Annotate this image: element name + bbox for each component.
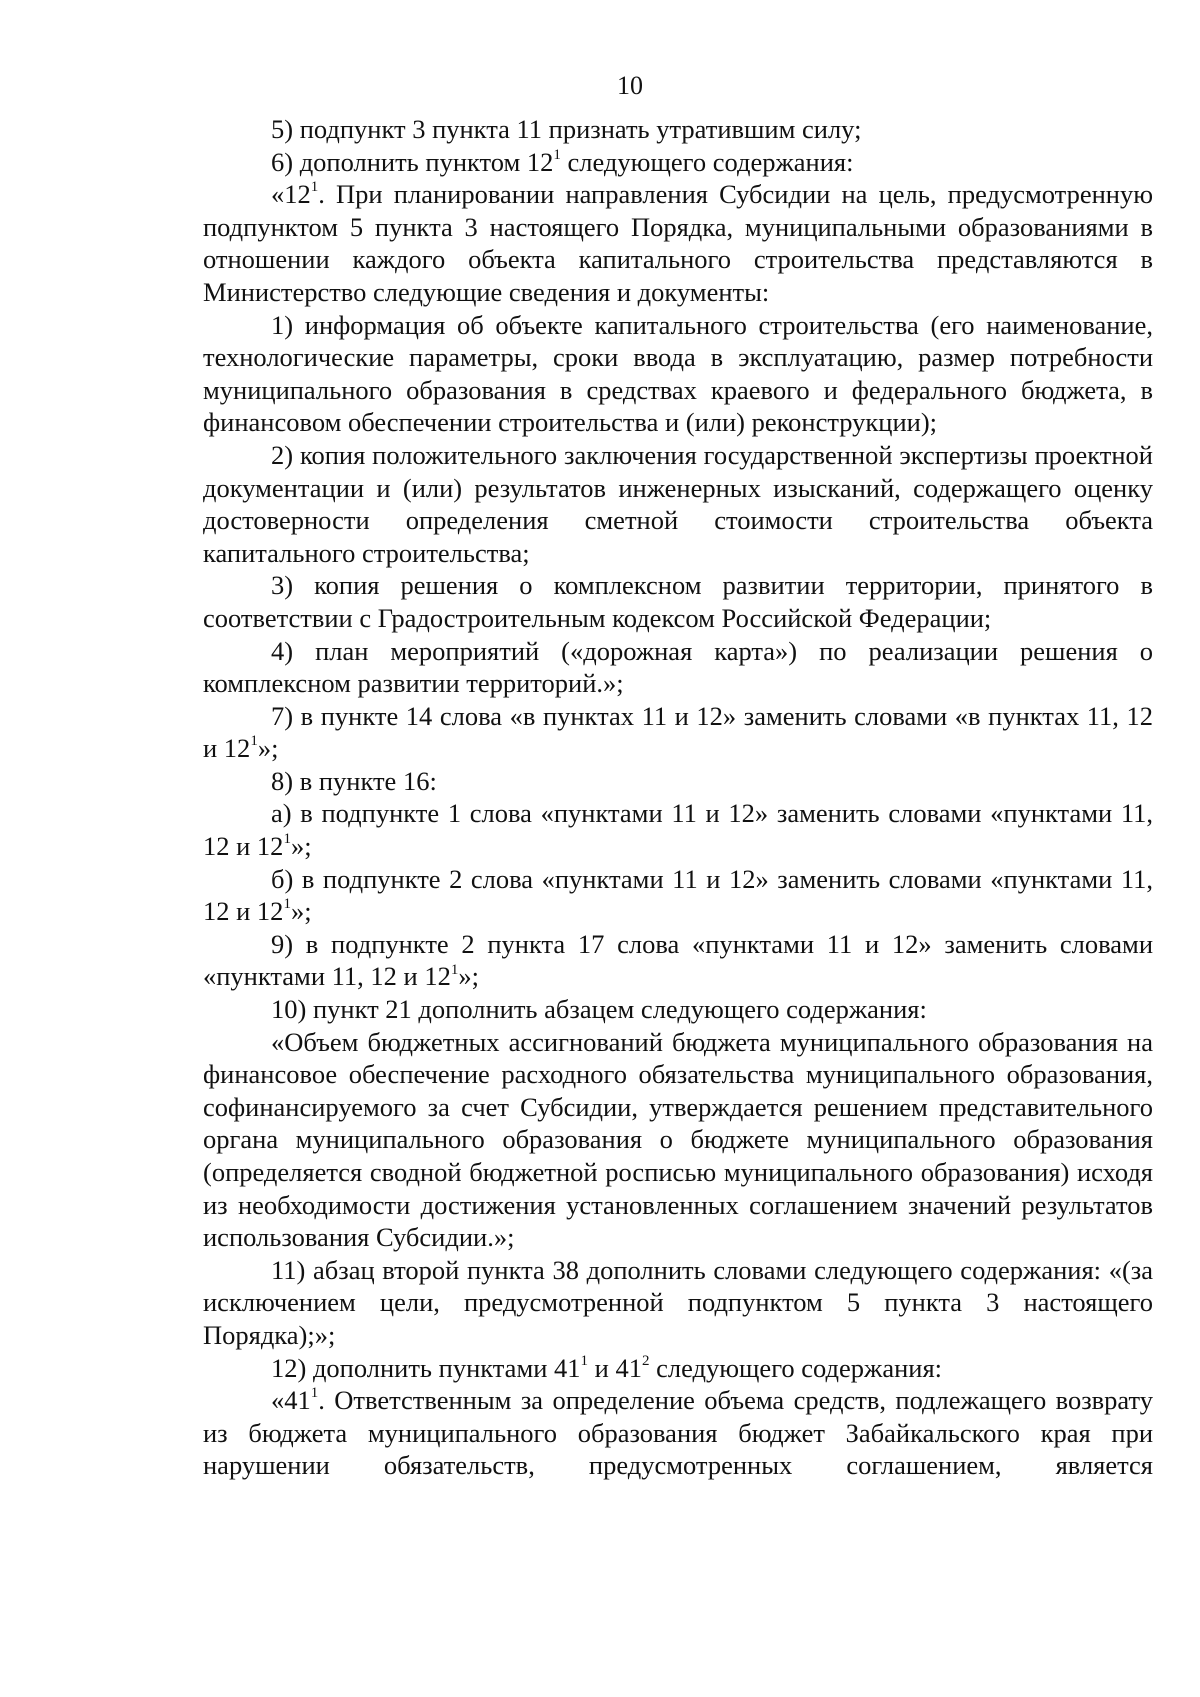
superscript: 2 [641, 1352, 650, 1369]
paragraph-text: и 41 [588, 1352, 642, 1383]
paragraph-text: «12 [271, 179, 311, 210]
paragraph [203, 700, 1153, 765]
paragraph-text: 4) план мероприятий («дорожная карта») по реализации решения о комплексном развитии территорий.»; [203, 635, 1153, 699]
paragraph-text: 10) пункт 21 дополнить абзацем следующего содержания: [271, 994, 927, 1025]
paragraph-text: »; [290, 896, 312, 927]
paragraph [203, 1026, 1153, 1254]
paragraph-text: »; [257, 733, 279, 764]
paragraph-text: «41 [271, 1385, 311, 1416]
superscript: 1 [580, 1352, 589, 1369]
paragraph-text: 2) копия положительного заключения государственной экспертизы проектной документации и (или) результатов инженерных изысканий, содержащего оценку достоверности определения сметной стоимости строительства объекта капитального строительства; [203, 439, 1153, 568]
paragraph-text: »; [290, 831, 312, 862]
paragraph-text: 1) информация об объекте капитального строительства (его наименование, технологические параметры, сроки ввода в эксплуатацию, размер потребности муниципального образования в средствах краевого и федерального бюджета, в финансовом обеспечении строительства и (или) реконструкции); [203, 309, 1153, 438]
superscript: 1 [553, 146, 561, 163]
paragraph [203, 635, 1153, 700]
superscript: 1 [283, 896, 291, 913]
paragraph-text: 3) копия решения о комплексном развитии территории, принятого в соответствии с Градостроительным кодексом Российской Федерации; [203, 570, 1153, 633]
paragraph [203, 863, 1153, 928]
superscript: 1 [310, 1385, 319, 1402]
paragraph [203, 928, 1153, 993]
page-number: 10 [617, 71, 643, 100]
paragraph [203, 146, 1153, 179]
paragraph-text: следующего содержания: [649, 1352, 943, 1383]
paragraph-text: . При планировании направления Субсидии на цель, предусмотренную подпунктом 5 пункта 3 настоящего Порядка, муниципальными образованиями в отношении каждого объекта капитального строительства представляются в Министерство следующие сведения и документы: [203, 179, 1153, 307]
paragraph-text: . Ответственным за определение объема средств, подлежащего возврату из бюджета муниципального образования бюджет Забайкальского края при нарушении обязательств, предусмотренных соглашением, является [203, 1385, 1153, 1481]
paragraph [203, 1352, 1153, 1385]
superscript: 1 [250, 733, 258, 750]
paragraph-text: 9) в подпункте 2 пункта 17 слова «пунктами 11 и 12» заменить словами «пунктами 11, 12 и 12 [203, 928, 1153, 992]
paragraph-text: «Объем бюджетных ассигнований бюджета муниципального образования на финансовое обеспечение расходного обязательства муниципального образования, софинансируемого за счет Субсидии, утверждается решением представительного органа муниципального образования о бюджете муниципального образования (определяется сводной бюджетной росписью муниципального образования) исходя из необходимости достижения установленных соглашением значений результатов использования Субсидии.»; [203, 1026, 1153, 1253]
paragraph-text: 6) дополнить пунктом 12 [271, 146, 554, 177]
paragraph-text: 11) абзац второй пункта 38 дополнить словами следующего содержания: «(за исключением цели, предусмотренной подпунктом 5 пункта 3 настоящего Порядка);»; [203, 1254, 1153, 1350]
paragraph [203, 113, 1153, 146]
paragraph-text: б) в подпункте 2 слова «пунктами 11 и 12» заменить словами «пунктами 11, 12 и 12 [203, 863, 1153, 927]
paragraph [203, 309, 1153, 439]
paragraph-text: 5) подпункт 3 пункта 11 признать утратившим силу; [271, 114, 862, 144]
paragraph [203, 178, 1153, 308]
paragraph-text: 7) в пункте 14 слова «в пунктах 11 и 12» заменить словами «в пунктах 11, 12 и 12 [203, 700, 1153, 764]
paragraph [203, 765, 1153, 798]
paragraph-text: следующего содержания: [560, 146, 854, 177]
superscript: 1 [283, 831, 291, 848]
paragraph-text: 12) дополнить пунктами 41 [271, 1352, 581, 1383]
paragraph [203, 797, 1153, 862]
paragraph [203, 439, 1153, 569]
superscript: 1 [310, 179, 319, 196]
paragraph-text: 8) в пункте 16: [271, 765, 437, 796]
paragraph-text: а) в подпункте 1 слова «пунктами 11 и 12» заменить словами «пунктами 11, 12 и 12 [203, 798, 1153, 862]
document-body [203, 113, 1153, 1482]
paragraph-text: »; [458, 961, 479, 992]
paragraph [203, 1384, 1153, 1482]
superscript: 1 [450, 961, 459, 978]
paragraph [203, 993, 1153, 1026]
paragraph [203, 1254, 1153, 1352]
paragraph [203, 569, 1153, 634]
